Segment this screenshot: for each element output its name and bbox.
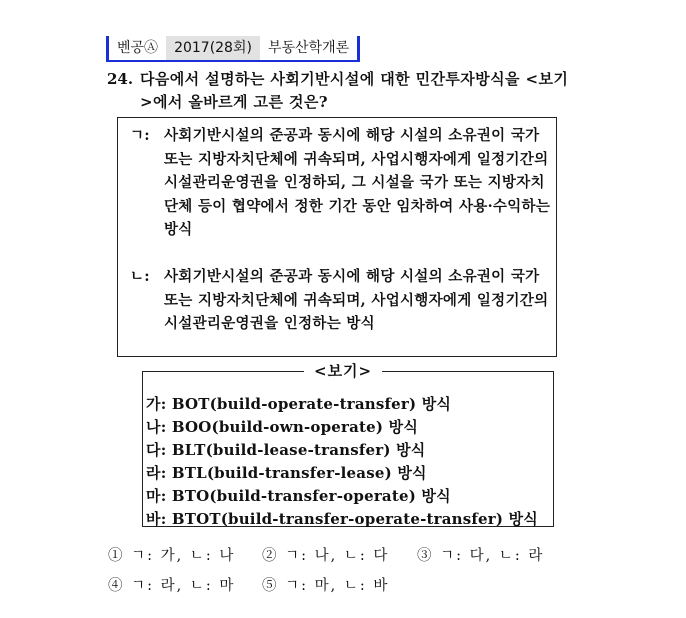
item-label: ㄱ:	[130, 127, 150, 144]
answer-choice-3[interactable]: ③ ㄱ: 다, ㄴ: 라	[417, 548, 545, 564]
bogi-option: 라: BTL(build-transfer-lease) 방식	[146, 464, 427, 482]
bogi-option: 바: BTOT(build-transfer-operate-transfer) 방식	[146, 510, 539, 528]
subject-code: 벤공Ⓐ	[109, 36, 166, 60]
answer-choice-2[interactable]: ② ㄱ: 나, ㄴ: 다	[262, 548, 390, 564]
question-text: 다음에서 설명하는 사회기반시설에 대한 민간투자방식을 <보기>에서 올바르게 고른 것은?	[140, 70, 569, 111]
answer-choice-4[interactable]: ④ ㄱ: 라, ㄴ: 마	[108, 578, 236, 594]
exam-year: 2017(28회)	[166, 36, 260, 60]
answer-choice-1[interactable]: ① ㄱ: 가, ㄴ: 나	[108, 548, 236, 564]
description-box	[117, 117, 557, 357]
bogi-option: 마: BTO(build-transfer-operate) 방식	[146, 487, 451, 505]
exam-header	[106, 36, 360, 62]
subject-name: 부동산학개론	[260, 36, 357, 60]
bogi-title: <보기>	[304, 360, 382, 381]
item-text: 사회기반시설의 준공과 동시에 해당 시설의 소유권이 국가 또는 지방자치단체에 귀속되며, 사업시행자에게 일정기간의 시설관리운영권을 인정하는 방식	[164, 268, 549, 332]
bogi-option: 가: BOT(build-operate-transfer) 방식	[146, 395, 452, 413]
item-text: 사회기반시설의 준공과 동시에 해당 시설의 소유권이 국가 또는 지방자치단체에 귀속되며, 사업시행자에게 일정기간의 시설관리운영권을 인정하되, 그 시설을 국가 또는 지방자치단체 등이 협약에서 정한 기간 동안 임차하여 사용·수익하는 방식	[164, 127, 551, 238]
question-number: 24.	[107, 70, 134, 88]
bogi-option: 나: BOO(build-own-operate) 방식	[146, 418, 419, 436]
answer-choice-5[interactable]: ⑤ ㄱ: 마, ㄴ: 바	[262, 578, 390, 594]
item-label: ㄴ:	[130, 268, 150, 285]
bogi-option: 다: BLT(build-lease-transfer) 방식	[146, 441, 426, 459]
